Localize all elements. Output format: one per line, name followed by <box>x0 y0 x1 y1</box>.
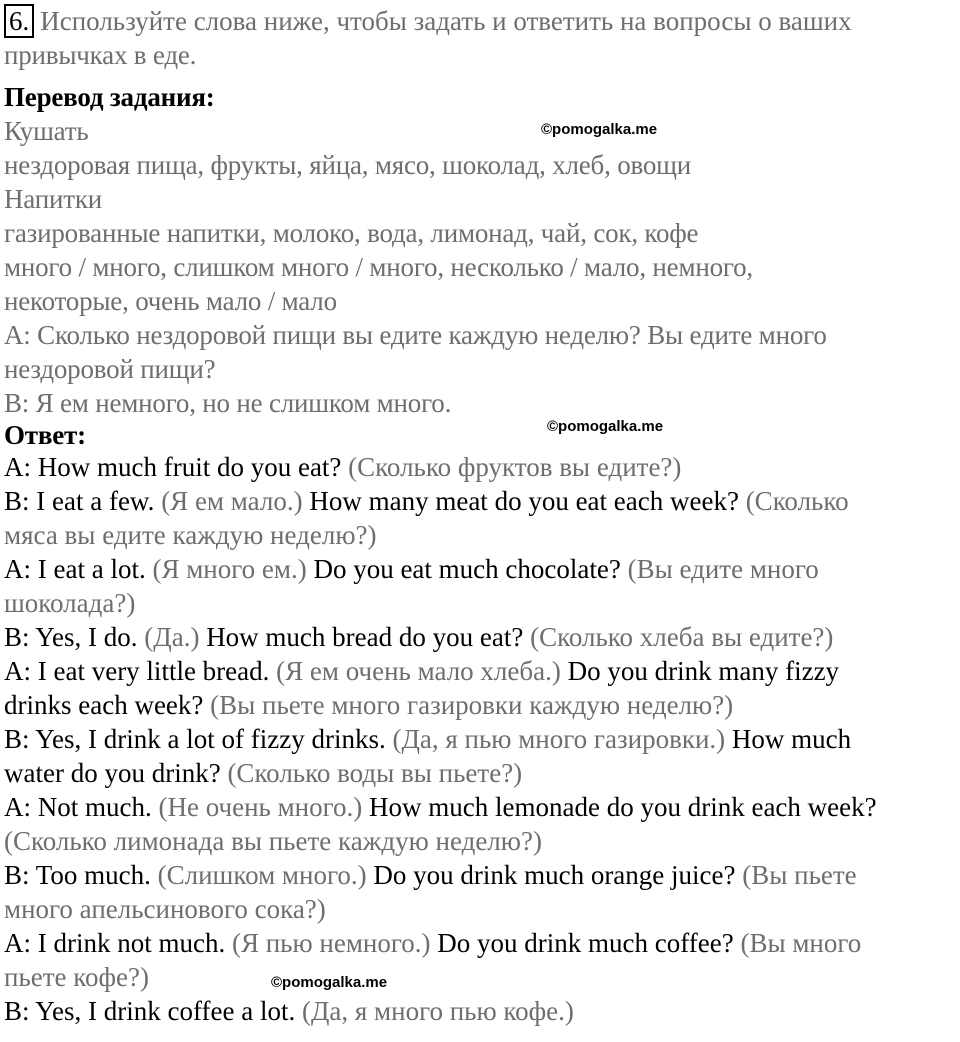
answer-translation-text: (Да.) <box>144 622 207 652</box>
answer-english-text: A: Not much. <box>4 792 159 822</box>
answer-line <box>4 450 956 484</box>
translation-line: газированные напитки, молоко, вода, лимонад, чай, сок, кофе <box>4 218 699 248</box>
answer-line <box>4 654 956 688</box>
answer-english-text: How much <box>731 724 852 754</box>
translation-line: A: Сколько нездоровой пищи вы едите каждую неделю? Вы едите много <box>4 320 827 350</box>
answer-english-text: Do you drink much orange juice? <box>373 860 743 890</box>
translation-line: нездоровая пища, фрукты, яйца, мясо, шоколад, хлеб, овощи <box>4 150 692 180</box>
answer-english-text: water do you drink? <box>4 758 228 788</box>
answer-line <box>4 620 956 654</box>
answer-translation-text: много апельсинового сока?) <box>4 894 326 924</box>
answer-line <box>4 858 956 892</box>
translation-line: много / много, слишком много / много, несколько / мало, немного, <box>4 252 753 282</box>
answer-block <box>4 450 956 1028</box>
answer-line <box>4 722 956 756</box>
answer-english-text: B: Yes, I do. <box>4 622 145 652</box>
answer-english-text: B: Yes, I drink coffee a lot. <box>4 996 302 1026</box>
translation-line: Напитки <box>4 184 102 214</box>
answer-translation-text: (Да, я много пью кофе.) <box>301 996 574 1026</box>
answer-english-text: B: Too much. <box>4 860 158 890</box>
answer-heading: Ответ: <box>4 420 86 450</box>
answer-english-text: How much lemonade do you drink each week? <box>369 792 877 822</box>
answer-english-text: How many meat do you eat each week? <box>309 486 746 516</box>
translation-line: нездоровой пищи? <box>4 354 216 384</box>
watermark: ©pomogalka.me <box>541 121 658 138</box>
answer-line <box>4 484 956 518</box>
translation-line: Кушать <box>4 116 89 146</box>
answer-line <box>4 892 956 926</box>
answer-english-text: A: I drink not much. <box>4 928 232 958</box>
task-instruction <box>4 4 956 38</box>
answer-line <box>4 960 956 994</box>
watermark: ©pomogalka.me <box>547 418 664 435</box>
answer-english-text: B: Yes, I drink a lot of fizzy drinks. <box>4 724 393 754</box>
answer-english-text: Do you drink much coffee? <box>437 928 741 958</box>
answer-english-text: A: I eat very little bread. <box>4 656 277 686</box>
translation-block <box>4 114 956 420</box>
answer-translation-text: (Сколько лимонада вы пьете каждую неделю?) <box>4 826 542 856</box>
answer-translation-text: (Сколько воды вы пьете?) <box>227 758 523 788</box>
answer-line <box>4 552 956 586</box>
answer-line <box>4 790 956 824</box>
answer-line <box>4 688 956 722</box>
answer-english-text: Do you drink many fizzy <box>567 656 840 686</box>
answer-translation-text: (Вы пьете много газировки каждую неделю?) <box>210 690 734 720</box>
translation-line: некоторые, очень мало / мало <box>4 286 337 316</box>
answer-line <box>4 518 956 552</box>
answer-translation-text: (Я ем очень мало хлеба.) <box>276 656 568 686</box>
answer-line <box>4 926 956 960</box>
translation-heading: Перевод задания: <box>4 82 215 112</box>
answer-translation-text: (Слишком много.) <box>157 860 374 890</box>
document-page <box>4 4 956 1028</box>
answer-translation-text: (Вы много <box>740 928 862 958</box>
answer-translation-text: пьете кофе?) <box>4 962 149 992</box>
answer-english-text: A: I eat a lot. <box>4 554 153 584</box>
answer-english-text: Do you eat much chocolate? <box>313 554 628 584</box>
answer-line <box>4 756 956 790</box>
task-instruction-line1: Используйте слова ниже, чтобы задать и ответить на вопросы о ваших <box>40 6 852 36</box>
answer-english-text: A: How much fruit do you eat? <box>4 452 349 482</box>
watermark: ©pomogalka.me <box>271 974 388 991</box>
answer-translation-text: (Сколько хлеба вы едите?) <box>530 622 834 652</box>
answer-english-text: B: I eat a few. <box>4 486 162 516</box>
answer-line <box>4 994 956 1028</box>
answer-translation-text: шоколада?) <box>4 588 136 618</box>
translation-line: B: Я ем немного, но не слишком много. <box>4 388 452 418</box>
answer-line <box>4 824 956 858</box>
answer-translation-text: (Вы пьете <box>742 860 857 890</box>
answer-translation-text: (Я много ем.) <box>152 554 314 584</box>
task-number-box: 6. <box>4 4 34 38</box>
answer-english-text: How much bread do you eat? <box>206 622 531 652</box>
answer-translation-text: (Сколько фруктов вы едите?) <box>348 452 682 482</box>
answer-translation-text: (Я ем мало.) <box>161 486 310 516</box>
answer-translation-text: (Сколько <box>745 486 849 516</box>
answer-translation-text: (Вы едите много <box>627 554 819 584</box>
answer-line <box>4 586 956 620</box>
answer-translation-text: (Да, я пью много газировки.) <box>392 724 732 754</box>
answer-translation-text: (Не очень много.) <box>158 792 370 822</box>
answer-translation-text: мяса вы едите каждую неделю?) <box>4 520 377 550</box>
task-instruction-line2: привычках в еде. <box>4 40 197 70</box>
answer-translation-text: (Я пью немного.) <box>231 928 438 958</box>
answer-english-text: drinks each week? <box>4 690 211 720</box>
